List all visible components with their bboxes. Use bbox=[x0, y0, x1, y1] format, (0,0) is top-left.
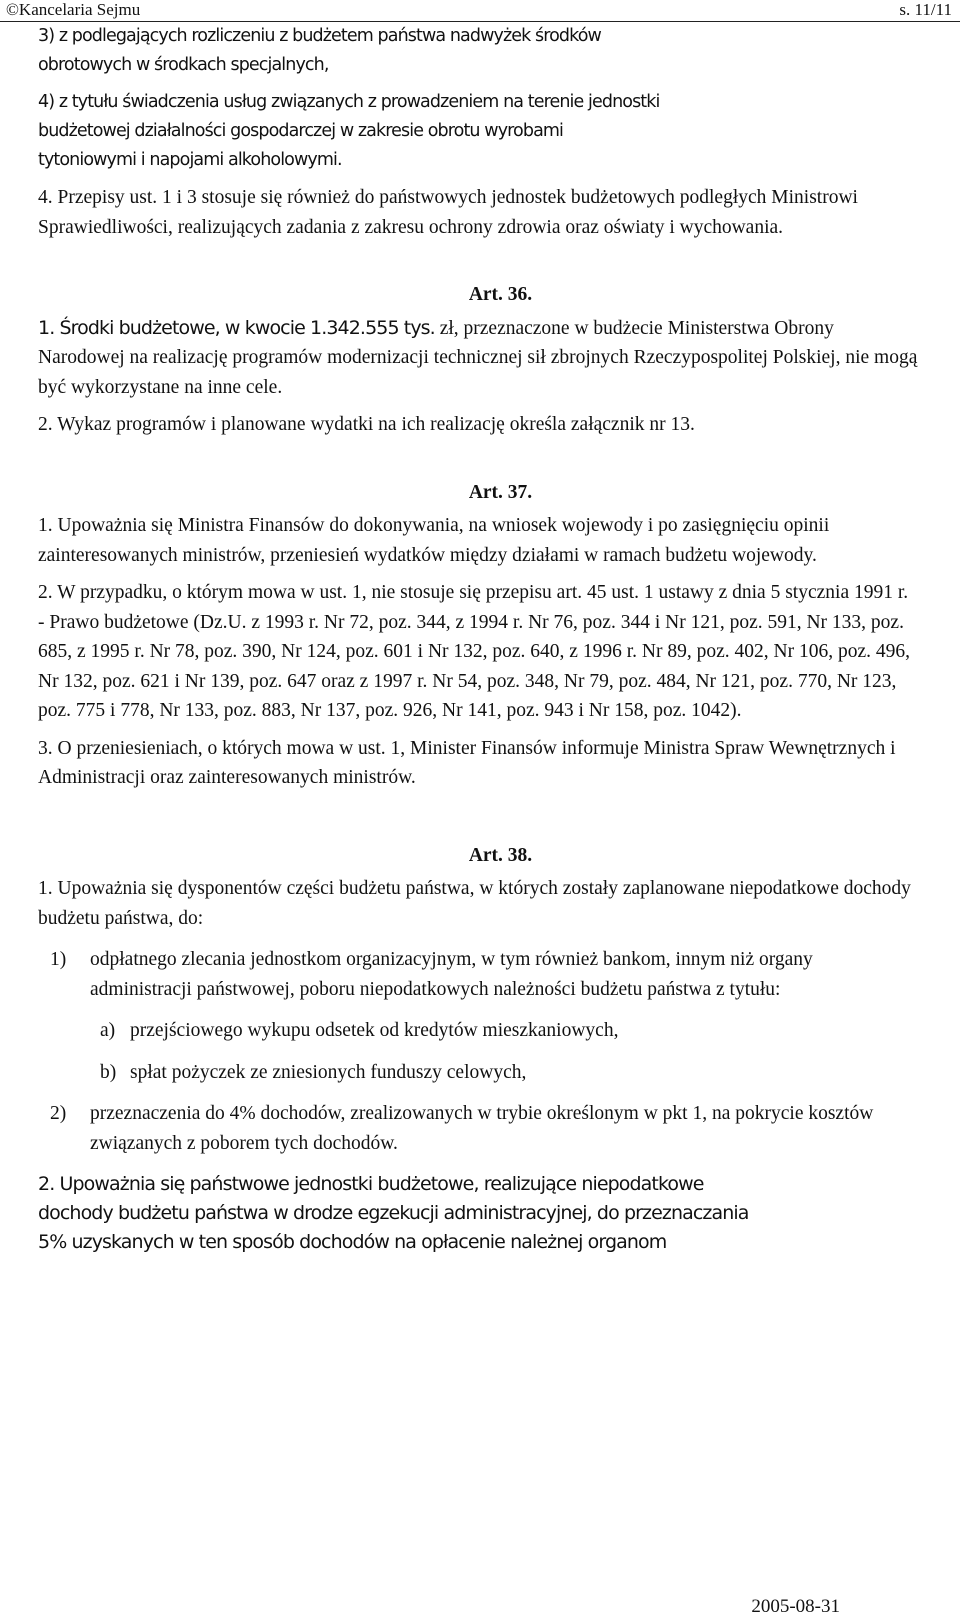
page-header bbox=[0, 0, 960, 22]
art-38-paragraph-2-line-1: 2. Upoważnia się państwowe jednostki budżetowe, realizujące niepodatkowe bbox=[38, 1173, 704, 1195]
art-36-heading: Art. 36. bbox=[468, 284, 533, 305]
art-38-item-1a-letter: a) bbox=[100, 1020, 116, 1041]
art-38-paragraph-2 bbox=[38, 1170, 918, 1257]
art-36-paragraph-1 bbox=[38, 314, 918, 403]
document-body bbox=[38, 22, 918, 1257]
art-36-paragraph-1-start: 1. Środki budżetowe, w kwocie 1.342.555 tys. bbox=[38, 316, 435, 339]
art-38-item-1b bbox=[50, 1058, 918, 1088]
art-37-paragraph-3: 3. O przeniesieniach, o których mowa w ust. 1, Minister Finansów informuje Ministra Spraw Wewnętrznych i Administracji oraz zainteresowanych ministrów. bbox=[38, 737, 896, 788]
art-38-item-2 bbox=[50, 1099, 918, 1158]
item-4-line-3: tytoniowymi i napojami alkoholowymi. bbox=[38, 150, 342, 170]
art-38-item-2-number: 2) bbox=[50, 1103, 67, 1124]
art-38-item-2-text: przeznaczenia do 4% dochodów, zrealizowanych w trybie określonym w pkt 1, na pokrycie kosztów związanych z poborem tych dochodów. bbox=[90, 1103, 874, 1154]
art-36-paragraph-2: 2. Wykaz programów i planowane wydatki na ich realizację określa załącznik nr 13. bbox=[38, 414, 695, 435]
page-number: s. 11/11 bbox=[899, 0, 952, 19]
art-36-paragraph-1-rest: zł, przeznaczone w budżecie Ministerstwa Obrony Narodowej na realizację programów modernizacji technicznej sił zbrojnych Rzeczypospolitej Polskiej, nie mogą być wykorzystane na inne cele. bbox=[38, 317, 918, 398]
art-38-paragraph-2-line-3: 5% uzyskanych w ten sposób dochodów na opłacenie należnej organom bbox=[38, 1231, 667, 1253]
art-38-item-1-text: odpłatnego zlecania jednostkom organizacyjnym, w tym również bankom, innym niż organy administracji państwowej, poboru niepodatkowych należności budżetu państwa z tytułu: bbox=[90, 949, 813, 1000]
art-37-paragraph-2: 2. W przypadku, o którym mowa w ust. 1, nie stosuje się przepisu art. 45 ust. 1 ustawy z dnia 5 stycznia 1991 r. - Prawo budżetowe (Dz.U. z 1993 r. Nr 72, poz. 344, z 1994 r. Nr 76, poz. 344 i Nr 121, poz. 591, Nr 133, poz. 685, z 1995 r. Nr 78, poz. 390, Nr 124, poz. 601 i Nr 132, poz. 640, z 1996 r. Nr 89, poz. 402, Nr 106, poz. 496, Nr 132, poz. 621 i Nr 139, poz. 647 oraz z 1997 r. Nr 54, poz. 348, Nr 79, poz. 484, Nr 121, poz. 770, Nr 123, poz. 775 i 778, Nr 133, poz. 883, Nr 137, poz. 926, Nr 141, poz. 943 i Nr 158, poz. 1042). bbox=[38, 582, 910, 721]
item-3-line-1: 3) z podlegających rozliczeniu z budżetem państwa nadwyżek środków bbox=[38, 26, 601, 46]
art-38-item-1 bbox=[50, 945, 918, 1004]
item-4-line-1: 4) z tytułu świadczenia usług związanych z prowadzeniem na terenie jednostki bbox=[38, 92, 660, 112]
item-4-line-2: budżetowej działalności gospodarczej w zakresie obrotu wyrobami bbox=[38, 121, 564, 141]
art-38-item-1-number: 1) bbox=[50, 949, 67, 970]
paragraph-4: 4. Przepisy ust. 1 i 3 stosuje się również do państwowych jednostek budżetowych podległych Ministrowi Sprawiedliwości, realizujących zadania z zakresu ochrony zdrowia oraz oświaty i wychowania. bbox=[38, 187, 858, 238]
item-4 bbox=[38, 88, 918, 175]
art-38-item-1a bbox=[50, 1016, 918, 1046]
item-3-line-2: obrotowych w środkach specjalnych, bbox=[38, 55, 329, 75]
art-38-item-1b-letter: b) bbox=[100, 1061, 117, 1083]
art-38-item-1a-text: przejściowego wykupu odsetek od kredytów mieszkaniowych, bbox=[130, 1020, 619, 1041]
art-38-heading: Art. 38. bbox=[468, 844, 533, 866]
art-37-heading: Art. 37. bbox=[468, 481, 533, 503]
art-37-paragraph-1: 1. Upoważnia się Ministra Finansów do dokonywania, na wniosek wojewody i po zasięgnięciu opinii zainteresowanych ministrów, przeniesień wydatków między działami w ramach budżetu wojewody. bbox=[38, 515, 830, 566]
art-38-paragraph-2-line-2: dochody budżetu państwa w drodze egzekucji administracyjnej, do przeznaczania bbox=[38, 1202, 749, 1224]
art-38-paragraph-1: 1. Upoważnia się dysponentów części budżetu państwa, w których zostały zaplanowane niepodatkowe dochody budżetu państwa, do: bbox=[38, 878, 911, 929]
footer-date: 2005-08-31 bbox=[751, 1596, 840, 1617]
copyright-label: ©Kancelaria Sejmu bbox=[6, 0, 141, 19]
item-3 bbox=[38, 22, 918, 80]
art-38-item-1b-text: spłat pożyczek ze zniesionych funduszy celowych, bbox=[130, 1061, 527, 1083]
